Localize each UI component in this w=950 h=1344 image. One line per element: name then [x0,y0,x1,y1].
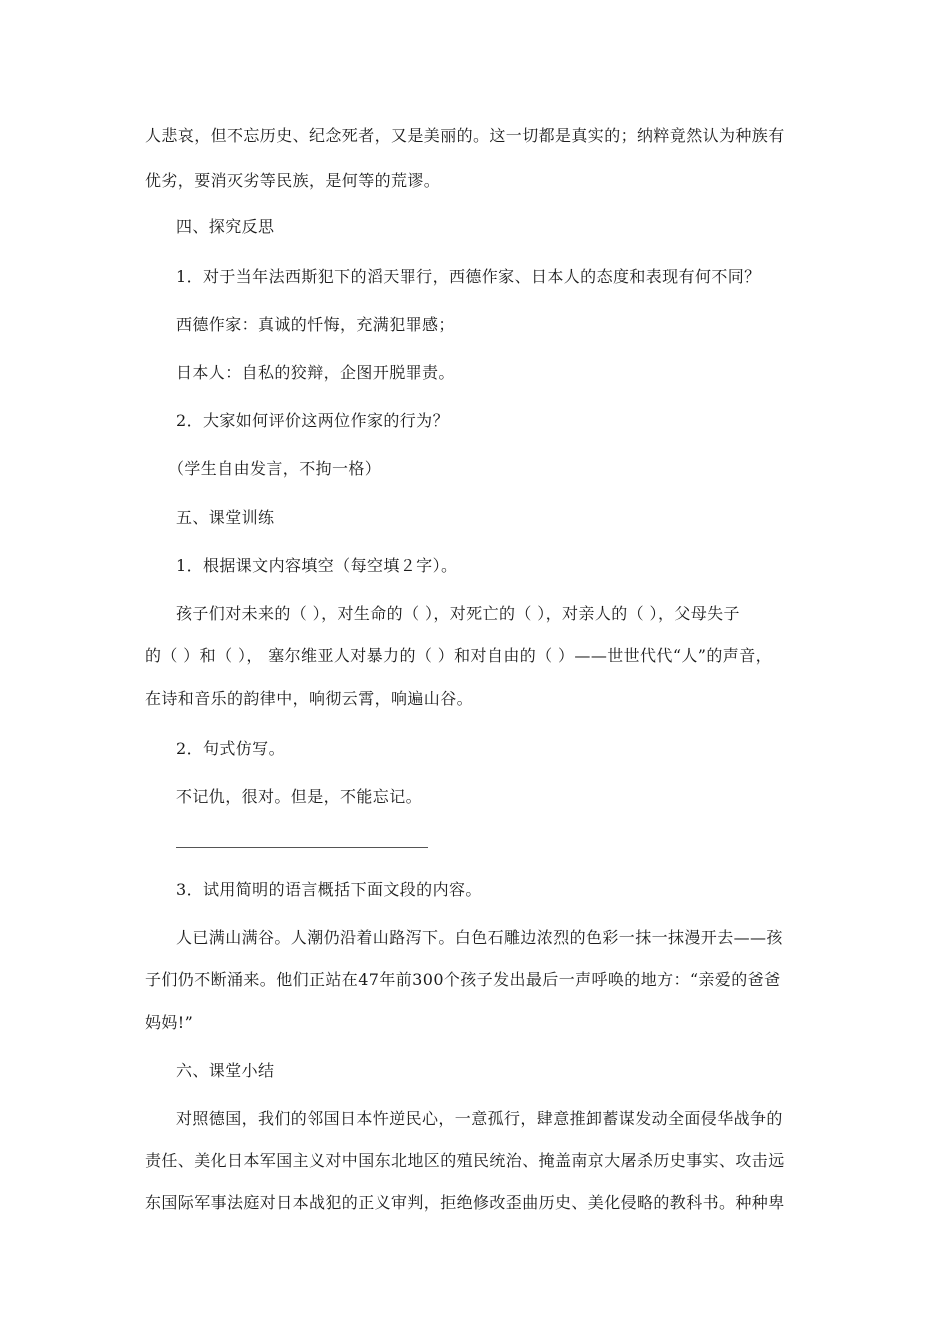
paragraph-line: 东国际军事法庭对日本战犯的正义审判，拒绝修改歪曲历史、美化侵略的教科书。种种卑 [145,1193,785,1212]
paragraph-line: 优劣，要消灭劣等民族，是何等的荒谬。 [145,171,441,190]
section-heading: 六、课堂小结 [176,1061,275,1080]
paragraph-line: 人悲哀，但不忘历史、纪念死者，又是美丽的。这一切都是真实的；纳粹竟然认为种族有 [145,126,785,145]
paragraph-line: 人已满山满谷。人潮仍沿着山路泻下。白色石雕边浓烈的色彩一抹一抹漫开去——孩 [176,928,783,947]
paragraph-line: 妈妈!” [145,1013,194,1032]
example-sentence: 不记仇，很对。但是，不能忘记。 [176,787,423,806]
paragraph-line: 孩子们对未来的（ ），对生命的（ ），对死亡的（ ），对亲人的（ ），父母失子 [176,604,740,623]
paragraph-line: 责任、美化日本军国主义对中国东北地区的殖民统治、掩盖南京大屠杀历史事实、攻击远 [145,1151,785,1170]
question-1: 1．对于当年法西斯犯下的滔天罪行，西德作家、日本人的态度和表现有何不同？ [176,267,761,286]
question-2: 2．大家如何评价这两位作家的行为？ [176,411,449,430]
paragraph-line: 对照德国，我们的邻国日本忤逆民心，一意孤行，肆意推卸蓄谋发动全面侵华战争的 [176,1109,783,1128]
paragraph-line: 的（ ）和（ ）， 塞尔维亚人对暴力的（ ）和对自由的（ ）——世世代代“人”的声音， [145,646,772,665]
answer-line: 西德作家：真诚的忏悔，充满犯罪感； [176,315,455,334]
paragraph-line: 在诗和音乐的韵律中，响彻云霄，响遍山谷。 [145,689,474,708]
section-heading: 四、探究反思 [176,217,275,236]
section-heading: 五、课堂训练 [176,508,275,527]
answer-blank-line[interactable] [176,847,428,848]
exercise-2: 2．句式仿写。 [176,739,285,758]
answer-line: （学生自由发言，不拘一格） [168,459,382,478]
paragraph-line: 子们仍不断涌来。他们正站在47年前300个孩子发出最后一声呼唤的地方：“亲爱的爸爸 [145,970,781,989]
exercise-3: 3．试用简明的语言概括下面文段的内容。 [176,880,482,899]
answer-line: 日本人：自私的狡辩，企图开脱罪责。 [176,363,455,382]
exercise-1: 1．根据课文内容填空（每空填２字）。 [176,556,458,575]
